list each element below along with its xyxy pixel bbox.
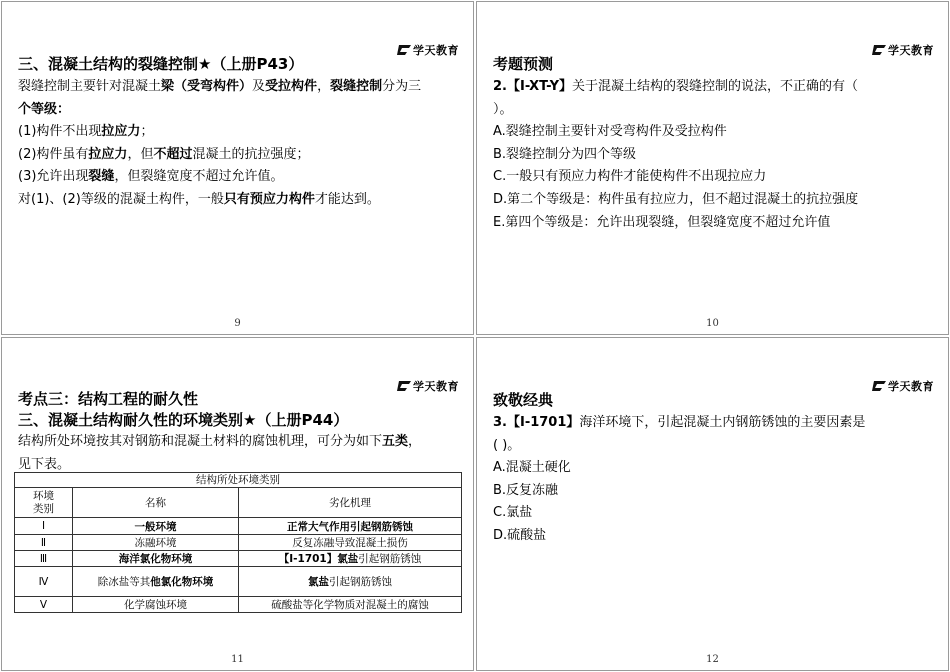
slide-body xyxy=(18,431,461,476)
option-d: D.第二个等级是：构件虽有拉应力，但不超过混凝土的抗拉强度 xyxy=(493,191,859,207)
logo-text: 学天教育 xyxy=(413,380,459,393)
list-item: (2)构件虽有拉应力，但不超过混凝土的抗拉强度； xyxy=(18,146,310,162)
slide-9 xyxy=(1,1,474,335)
table-row xyxy=(15,551,462,567)
option-a: A.裂缝控制主要针对受弯构件及受拉构件 xyxy=(493,124,727,140)
section-title: 考点三：结构工程的耐久性 xyxy=(18,390,199,408)
table-row xyxy=(15,567,462,597)
brand-logo xyxy=(872,42,934,58)
option-c: C.一般只有预应力构件才能使构件不出现拉应力 xyxy=(493,169,767,185)
environment-table xyxy=(14,472,462,613)
page-number: 10 xyxy=(706,318,719,329)
list-item: (1)构件不出现拉应力； xyxy=(18,124,154,140)
option-e: E.第四个等级是：允许出现裂缝，但裂缝宽度不超过允许值 xyxy=(493,214,831,230)
slide-10 xyxy=(476,1,949,335)
cell-class: Ⅲ xyxy=(15,551,73,567)
option-a: A.混凝土硬化 xyxy=(493,460,571,476)
cell-mechanism: 氯盐引起钢筋锈蚀 xyxy=(239,567,462,597)
logo-text: 学天教育 xyxy=(888,44,934,57)
slide-title: 三、混凝土结构耐久性的环境类别★（上册P44） xyxy=(18,411,349,429)
question-block xyxy=(493,76,936,234)
body-line: 对(1)、(2)等级的混凝土构件，一般只有预应力构件才能达到。 xyxy=(18,191,380,207)
cell-mechanism: 【Ⅰ-1701】氯盐引起钢筋锈蚀 xyxy=(239,551,462,567)
brand-logo xyxy=(872,378,934,394)
question-block xyxy=(493,412,936,548)
slide-11 xyxy=(1,337,474,671)
question-text: 2.【Ⅰ-XT-Y】关于混凝土结构的裂缝控制的说法，不正确的有（ xyxy=(493,79,859,94)
logo-mark-icon xyxy=(872,381,886,391)
cell-name: 海洋氯化物环境 xyxy=(73,551,239,567)
table-row xyxy=(15,518,462,535)
slide-body xyxy=(18,76,461,212)
cell-name: 除冰盐等其他氯化物环境 xyxy=(73,567,239,597)
body-line: 裂缝控制主要针对混凝土梁（受弯构件）及受拉构件，裂缝控制分为三 xyxy=(18,79,422,94)
option-b: B.裂缝控制分为四个等级 xyxy=(493,146,637,162)
option-d: D.硫酸盐 xyxy=(493,527,547,543)
page-number: 9 xyxy=(234,318,241,329)
cell-mechanism: 正常大气作用引起钢筋锈蚀 xyxy=(239,518,462,535)
cell-class: Ⅳ xyxy=(15,567,73,597)
logo-mark-icon xyxy=(397,45,411,55)
header-name: 名称 xyxy=(73,488,239,518)
cell-mechanism: 硫酸盐等化学物质对混凝土的腐蚀 xyxy=(239,597,462,613)
brand-logo xyxy=(397,42,459,58)
question-text: 3.【Ⅰ-1701】海洋环境下，引起混凝土内钢筋锈蚀的主要因素是 xyxy=(493,415,866,430)
page-number: 12 xyxy=(706,654,719,665)
body-line: 个等级： xyxy=(18,101,71,117)
cell-class: Ⅱ xyxy=(15,535,73,551)
logo-text: 学天教育 xyxy=(413,44,459,57)
header-mechanism: 劣化机理 xyxy=(239,488,462,518)
cell-name: 冻融环境 xyxy=(73,535,239,551)
header-class: 环境类别 xyxy=(15,488,73,518)
option-b: B.反复冻融 xyxy=(493,482,559,498)
table-row xyxy=(15,535,462,551)
logo-text: 学天教育 xyxy=(888,380,934,393)
brand-logo xyxy=(397,378,459,394)
option-c: C.氯盐 xyxy=(493,505,533,521)
body-line: 见下表。 xyxy=(18,456,71,472)
cell-name: 一般环境 xyxy=(73,518,239,535)
question-text-cont: ）。 xyxy=(493,101,513,117)
page-number: 11 xyxy=(231,654,244,665)
slide-title: 三、混凝土结构的裂缝控制★（上册P43） xyxy=(18,55,304,73)
slide-title: 考题预测 xyxy=(493,55,554,73)
body-line: 结构所处环境按其对钢筋和混凝土材料的腐蚀机理，可分为如下五类， xyxy=(18,434,422,449)
table-row xyxy=(15,597,462,613)
logo-mark-icon xyxy=(872,45,886,55)
table-caption: 结构所处环境类别 xyxy=(14,472,462,487)
cell-class: Ⅰ xyxy=(15,518,73,535)
table-header-row xyxy=(15,488,462,518)
logo-mark-icon xyxy=(397,381,411,391)
question-text-cont: ( )。 xyxy=(493,437,521,453)
slide-title: 致敬经典 xyxy=(493,391,554,409)
slide-12 xyxy=(476,337,949,671)
cell-name: 化学腐蚀环境 xyxy=(73,597,239,613)
cell-mechanism: 反复冻融导致混凝土损伤 xyxy=(239,535,462,551)
list-item: (3)允许出现裂缝，但裂缝宽度不超过允许值。 xyxy=(18,169,284,185)
cell-class: Ⅴ xyxy=(15,597,73,613)
